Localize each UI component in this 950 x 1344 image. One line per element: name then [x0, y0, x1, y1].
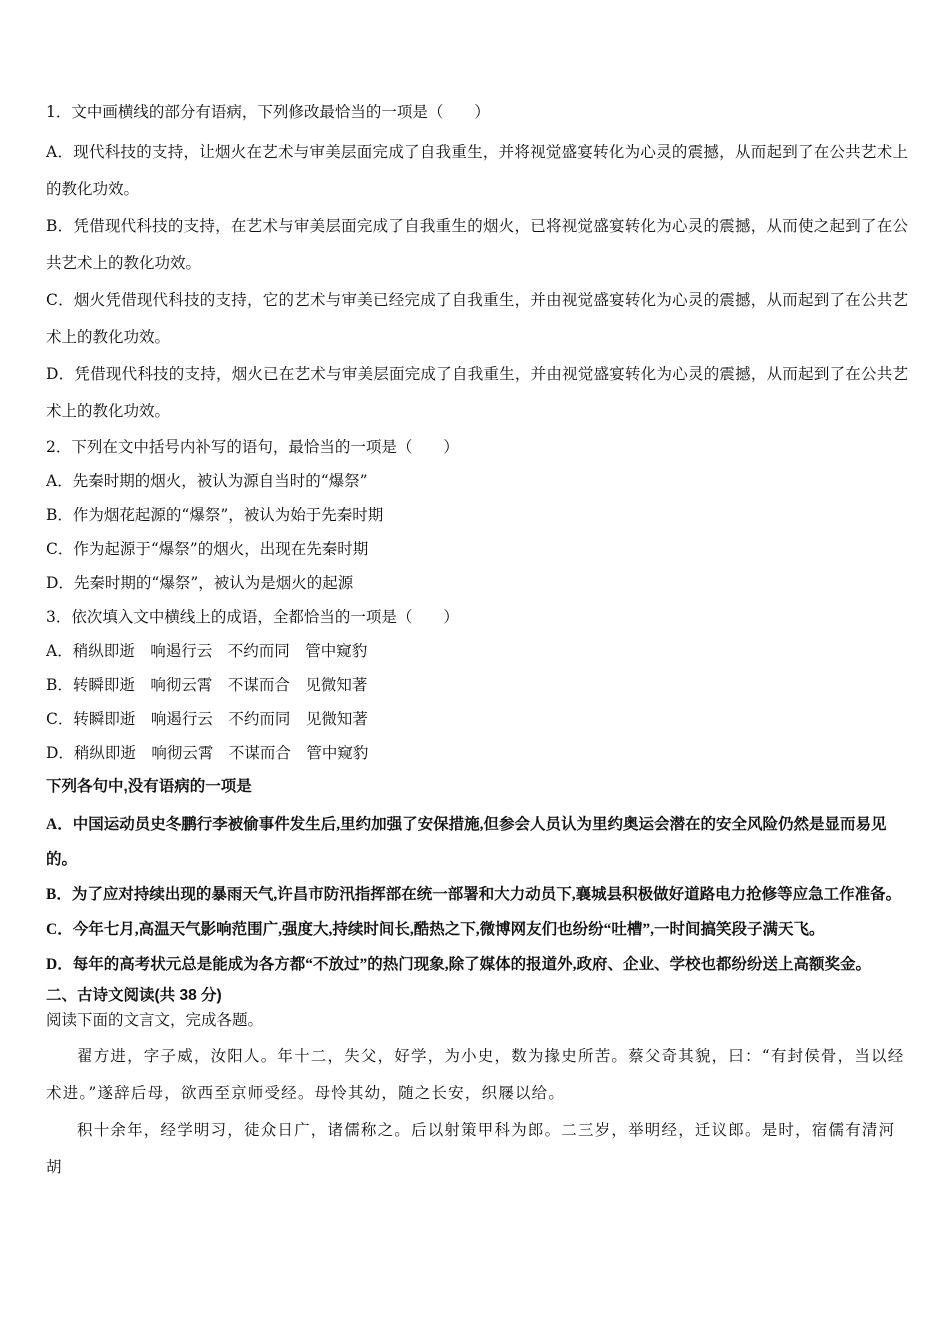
document-page: [46, 98, 908, 1186]
q2-option-d: D．先秦时期的“爆祭”，被认为是烟火的起源: [46, 574, 354, 592]
q2-option-c: C．作为起源于“爆祭”的烟火，出现在先秦时期: [46, 540, 369, 558]
section-instruction: 阅读下面的文言文，完成各题。: [46, 1011, 264, 1029]
q1-option-d: D．凭借现代科技的支持，烟火已在艺术与审美层面完成了自我重生，并由视觉盛宴转化为心灵的震撼，从而起到了在公共艺术上的教化功效。: [46, 365, 908, 420]
q3-option-c: C．转瞬即逝 响遏行云 不约而同 见微知著: [46, 710, 368, 728]
q1-option-b: B．凭借现代科技的支持，在艺术与审美层面完成了自我重生的烟火，已将视觉盛宴转化为心灵的震撼，从而使之起到了在公共艺术上的教化功效。: [46, 217, 908, 272]
q2-stem: 2．下列在文中括号内补写的语句，最恰当的一项是（ ）: [46, 438, 459, 456]
q1-option-c: C．烟火凭借现代科技的支持，它的艺术与审美已经完成了自我重生，并由视觉盛宴转化为心灵的震撼，从而起到了在公共艺术上的教化功效。: [46, 291, 908, 346]
q4-option-c: C．今年七月,高温天气影响范围广,强度大,持续时间长,酷热之下,微博网友们也纷纷“吐槽”,一时间搞笑段子满天飞。: [46, 921, 825, 938]
classical-paragraph-1: 翟方进，字子威，汝阳人。年十二，失父，好学，为小史，数为掾史所苦。蔡父奇其貌，曰：“有封侯骨，当以经术进。”遂辞后母，欲西至京师受经。母怜其幼，随之长安，织屦以给。: [46, 1047, 905, 1102]
q1-option-a: A．现代科技的支持，让烟火在艺术与审美层面完成了自我重生，并将视觉盛宴转化为心灵的震撼，从而起到了在公共艺术上的教化功效。: [46, 143, 908, 198]
q3-option-a: A．稍纵即逝 响遏行云 不约而同 管中窥豹: [46, 642, 368, 660]
q2-option-b: B．作为烟花起源的“爆祭”，被认为始于先秦时期: [46, 506, 384, 524]
q4-option-b: B．为了应对持续出现的暴雨天气,许昌市防汛指挥部在统一部署和大力动员下,襄城县积极做好道路电力抢修等应急工作准备。: [46, 886, 902, 903]
q3-option-b: B．转瞬即逝 响彻云霄 不谋而合 见微知著: [46, 676, 368, 694]
section-heading: 二、古诗文阅读(共 38 分): [46, 987, 222, 1004]
classical-paragraph-2: 积十余年，经学明习，徒众日广，诸儒称之。后以射策甲科为郎。二三岁，举明经，迁议郎。是时，宿儒有清河胡: [46, 1121, 896, 1176]
q4-option-a: A．中国运动员史冬鹏行李被偷事件发生后,里约加强了安保措施,但参会人员认为里约奥运会潜在的安全风险仍然是显而易见的。: [46, 816, 887, 868]
q4-option-d: D．每年的高考状元总是能成为各方都“不放过”的热门现象,除了媒体的报道外,政府、企业、学校也都纷纷送上高额奖金。: [46, 956, 871, 973]
q1-stem: 1．文中画横线的部分有语病，下列修改最恰当的一项是（ ）: [46, 103, 490, 121]
q3-stem: 3．依次填入文中横线上的成语，全都恰当的一项是（ ）: [46, 608, 459, 626]
q4-stem: 下列各句中,没有语病的一项是: [46, 778, 252, 795]
q2-option-a: A．先秦时期的烟火，被认为源自当时的“爆祭”: [46, 472, 368, 490]
q3-option-d: D．稍纵即逝 响彻云霄 不谋而合 管中窥豹: [46, 744, 369, 762]
